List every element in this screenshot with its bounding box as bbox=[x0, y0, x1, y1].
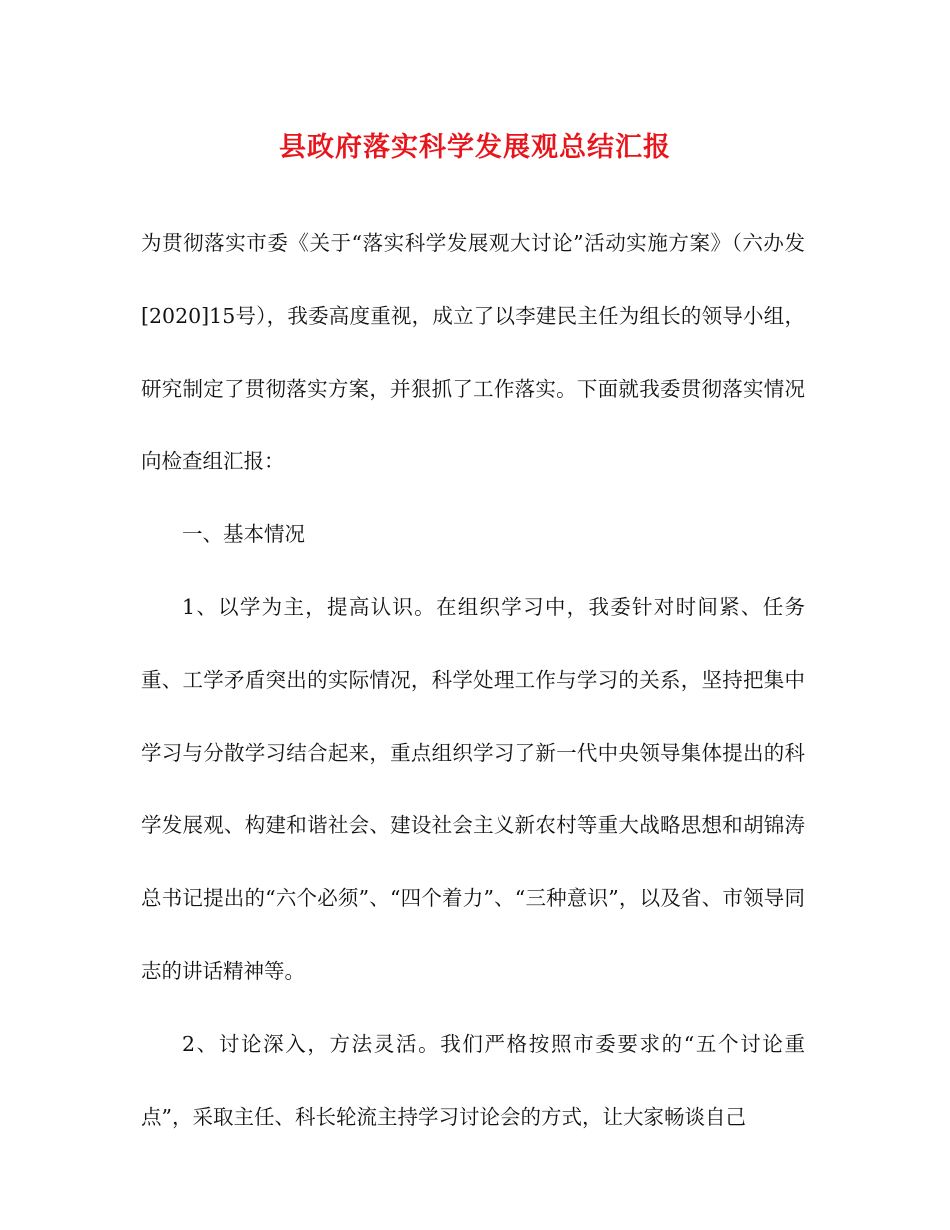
paragraph-intro: 为贯彻落实市委《关于“落实科学发展观大讨论”活动实施方案》（六办发[2020]15号），我委高度重视，成立了以李建民主任为组长的领导小组，研究制定了贯彻落实方案，并狠抓了工作落实。下面就我委贯彻落实情况向检查组汇报： bbox=[141, 231, 805, 474]
document-title: 县政府落实科学发展观总结汇报 bbox=[279, 132, 671, 163]
document-body bbox=[141, 207, 805, 1153]
paragraph-item-1: 1、以学为主，提高认识。在组织学习中，我委针对时间紧、任务重、工学矛盾突出的实际情况，科学处理工作与学习的关系，坚持把集中学习与分散学习结合起来，重点组织学习了新一代中央领导集体提出的科学发展观、构建和谐社会、建设社会主义新农村等重大战略思想和胡锦涛总书记提出的“六个必须”、“四个着力”、“三种意识”，以及省、市领导同志的讲话精神等。 bbox=[141, 594, 805, 983]
paragraph-item-2: 2、讨论深入，方法灵活。我们严格按照市委要求的“五个讨论重点”，采取主任、科长轮流主持学习讨论会的方式，让大家畅谈自己 bbox=[141, 1031, 805, 1129]
section-heading-basic-situation: 一、基本情况 bbox=[182, 522, 305, 547]
